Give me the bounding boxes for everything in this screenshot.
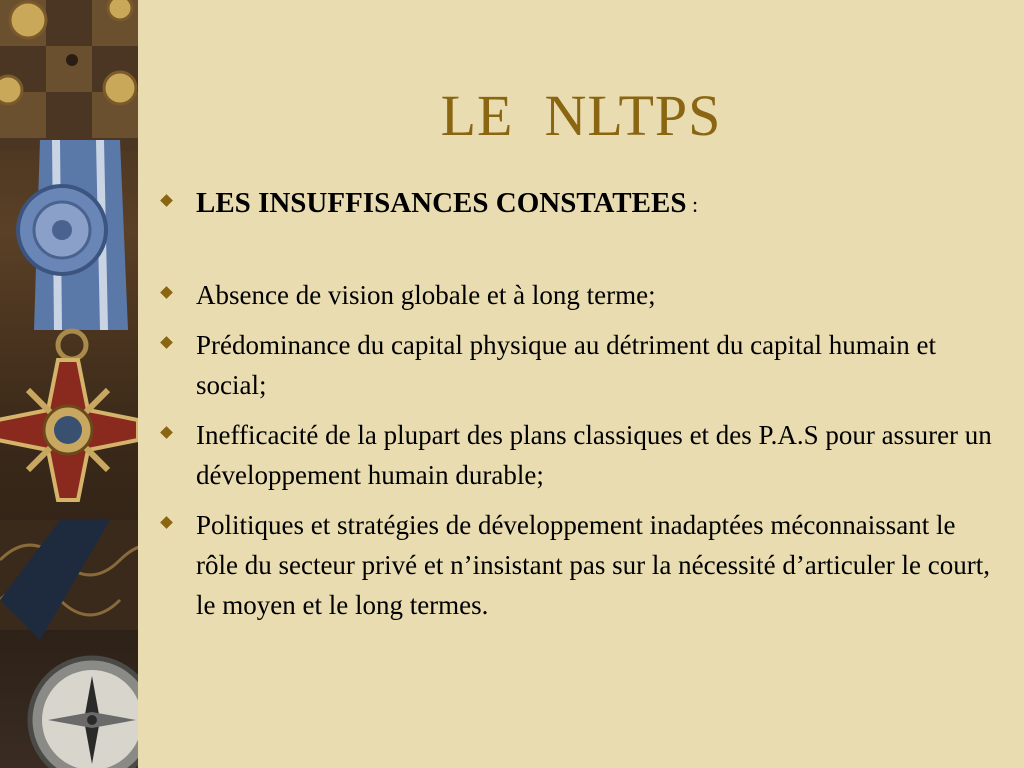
diamond-bullet-icon bbox=[160, 336, 173, 349]
diamond-bullet-icon bbox=[160, 194, 173, 207]
list-item bbox=[160, 325, 1000, 405]
diamond-bullet-icon bbox=[160, 286, 173, 299]
list-item-text: Inefficacité de la plupart des plans classiques et des P.A.S pour assurer un développement humain durable; bbox=[196, 420, 992, 490]
section-heading-text: LES INSUFFISANCES CONSTATEES bbox=[196, 187, 687, 219]
list-item bbox=[160, 505, 1000, 625]
list-item bbox=[160, 275, 1000, 315]
list-item-text: Absence de vision globale et à long terme; bbox=[196, 280, 656, 310]
diamond-bullet-icon bbox=[160, 516, 173, 529]
bullet-list bbox=[160, 183, 1000, 635]
list-item bbox=[160, 415, 1000, 495]
list-item-text: Prédominance du capital physique au détriment du capital humain et social; bbox=[196, 330, 937, 400]
diamond-bullet-icon bbox=[160, 426, 173, 439]
section-heading bbox=[160, 183, 1000, 225]
section-heading-colon: : bbox=[686, 192, 699, 217]
compass-image bbox=[30, 658, 138, 768]
list-item-text: Politiques et stratégies de développement inadaptées méconnaissant le rôle du secteur privé et n’insistant pas sur la nécessité d’articuler le court, le moyen et le long termes. bbox=[196, 510, 990, 620]
medal-image bbox=[0, 0, 138, 768]
slide-title: LE NLTPS bbox=[440, 83, 722, 148]
